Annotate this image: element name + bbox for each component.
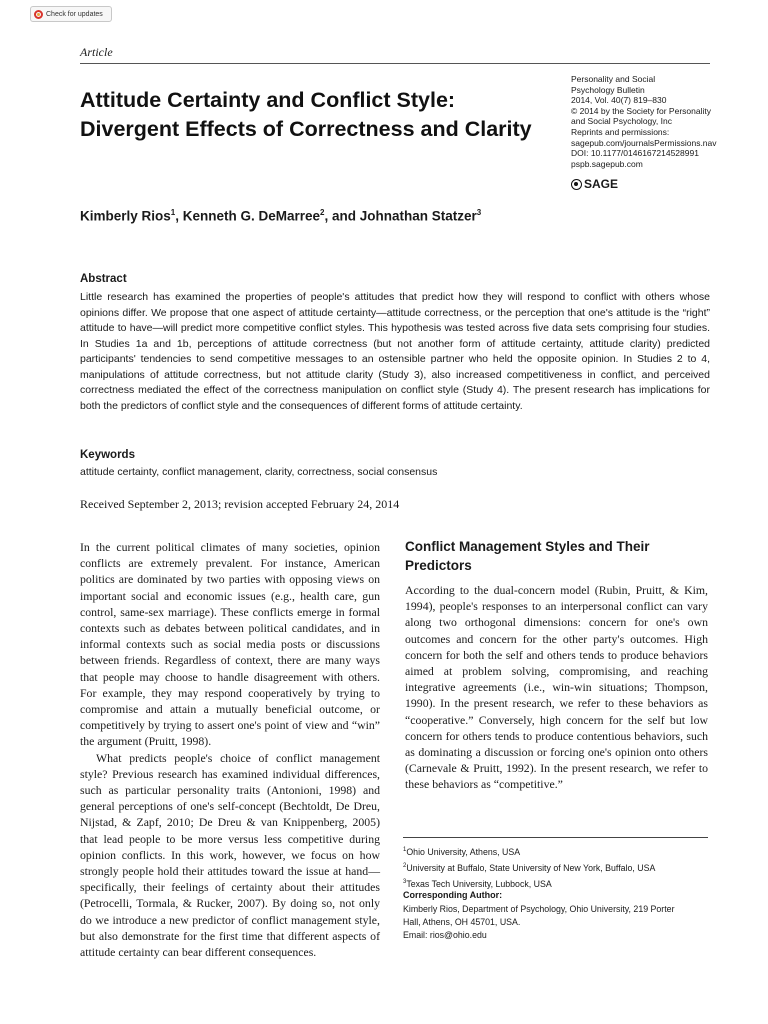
journal-info-line: and Social Psychology, Inc bbox=[571, 116, 672, 127]
publisher-name: SAGE bbox=[584, 177, 619, 191]
footnote-rule bbox=[403, 837, 708, 838]
abstract-heading: Abstract bbox=[80, 273, 127, 285]
author-separator: , bbox=[175, 208, 183, 224]
section-heading: Conflict Management Styles and Their Predictors bbox=[405, 539, 650, 573]
affiliation-text: Texas Tech University, Lubbock, USA bbox=[406, 878, 552, 889]
corresponding-author-heading: Corresponding Author: bbox=[403, 890, 503, 900]
affiliation-mark: 3 bbox=[403, 878, 407, 885]
body-paragraph: In the current political climates of many societies, opinion conflicts are extremely prevalent. For instance, American politics are dominated by two parties with opposing views on important social and economic issues (e.g., health care, gun control, same-sex marriage). These conflicts emerge in formal contexts such as debates between political candidates, and in informal contexts such as social media posts or discussions between friends. Regardless of context, there are many ways that people may choose to handle disagreement with others. For example, they may respond cooperatively by trying to compromise and attain a mutually beneficial outcome, or competitively by trying to assert one's point of view and “win” the argument (Pruitt, 1998). bbox=[80, 540, 380, 749]
affiliation-mark: 1 bbox=[403, 847, 407, 853]
doi-link[interactable]: DOI: 10.1177/0146167214528991 bbox=[571, 148, 699, 159]
author-name: Kenneth G. DeMarree bbox=[182, 208, 321, 224]
corresponding-author-details bbox=[403, 903, 708, 942]
affiliation-line bbox=[403, 875, 708, 891]
journal-info-line: Personality and Social bbox=[571, 74, 656, 84]
author-list bbox=[80, 208, 481, 224]
author-affiliation-mark: 2 bbox=[320, 208, 325, 217]
crossmark-icon bbox=[34, 10, 43, 19]
paper-title: Attitude Certainty and Conflict Style: Divergent Effects of Correctness and Clarity bbox=[80, 88, 532, 141]
author-separator: , and bbox=[324, 208, 360, 224]
body-paragraph: What predicts people's choice of conflict management style? Previous research has examined individual differences, such as particular personality traits (Antonioni, 1998) and general perceptions of one's self-concept (Bechtoldt, De Dreu, Nijstad, & Zapf, 2010; De Dreu & van Knippenberg, 2005) that lead people to be more versus less competitive during opinion conflicts. In this work, however, we focus on how strongly people hold their attitudes toward the issue at hand—specifically, their feelings of certainty about their attitudes (Petrocelli, Tormala, & Rucker, 2007). By doing so, not only do we introduce a new predictor of conflict management style, but also demonstrate for the first time that different aspects of attitude certainty can bear different consequences. bbox=[80, 750, 380, 960]
affiliation-line bbox=[403, 843, 708, 859]
author-affiliation-mark: 1 bbox=[170, 208, 176, 217]
keywords-heading: Keywords bbox=[80, 449, 135, 461]
corresponding-author-line: Hall, Athens, OH 45701, USA. bbox=[403, 917, 521, 927]
keywords-text: attitude certainty, conflict management, clarity, correctness, social consensus bbox=[80, 466, 438, 478]
journal-info bbox=[571, 74, 736, 169]
corresponding-author-email[interactable]: Email: rios@ohio.edu bbox=[403, 930, 487, 940]
affiliation-text: Ohio University, Athens, USA bbox=[406, 846, 521, 857]
journal-info-line: Psychology Bulletin bbox=[571, 84, 645, 95]
body-paragraph: According to the dual-concern model (Rubin, Pruitt, & Kim, 1994), people's responses to an interpersonal conflict can vary along two orthogonal dimensions: concern for one's own outcomes and concern for the other party's outcomes. High concern for both the self and others tends to produce behaviors aimed at problem solving, compromising, and reaching integrative agreements (i.e., win-win situations; Thompson, 1990). In the present research, we refer to these behaviors as “cooperative.” Conversely, high concern for the self but low concern for others tends to produce contentious behaviors, such as dominating a discussion or forcing one's opinion onto others (Carnevale & Pruitt, 1992). In the present research, we refer to these behaviors as “competitive.” bbox=[405, 583, 708, 792]
check-for-updates-label: Check for updates bbox=[46, 10, 103, 18]
journal-info-line: 2014, Vol. 40(7) 819–830 bbox=[571, 95, 667, 106]
sage-logo-icon bbox=[571, 179, 582, 190]
affiliations bbox=[403, 843, 708, 891]
journal-info-line: © 2014 by the Society for Personality bbox=[571, 105, 711, 116]
affiliation-mark: 2 bbox=[403, 862, 407, 869]
permissions-link[interactable]: sagepub.com/journalsPermissions.nav bbox=[571, 137, 717, 148]
corresponding-author-line: Kimberly Rios, Department of Psychology, Ohio University, 219 Porter bbox=[403, 904, 675, 914]
journal-website-link[interactable]: pspb.sagepub.com bbox=[571, 158, 643, 169]
abstract-text: Little research has examined the properties of people's attitudes that predict how they will respond to conflict with others whose opinions differ. We propose that one aspect of attitude certainty—attitude correctness, or the perception that one's attitude is the “right” attitude to have—will predict more competitive conflict styles. This hypothesis was tested across five data sets comprising four studies. In Studies 1a and 1b, perceptions of attitude correctness (but not another form of attitude certainty, attitude clarity) predicted participants' tendencies to send competitive messages to an ostensible partner who held the opposite opinion. In Studies 2 to 4, manipulations of attitude correctness, but not attitude clarity (Study 3), also increased competitiveness in conflict, and perceived correctness mediated the effect of the correctness manipulation on conflict style (Study 4). The present research has implications for both the predictors of conflict style and the consequences of different forms of attitude certainty. bbox=[80, 291, 710, 412]
received-dates: Received September 2, 2013; revision accepted February 24, 2014 bbox=[80, 497, 400, 511]
header-rule bbox=[80, 63, 710, 64]
sage-logo bbox=[571, 177, 618, 191]
author-name: Johnathan Statzer bbox=[359, 208, 477, 224]
author-name: Kimberly Rios bbox=[80, 208, 171, 224]
affiliation-text: University at Buffalo, State University of New York, Buffalo, USA bbox=[406, 862, 656, 873]
affiliation-line bbox=[403, 859, 708, 875]
article-type-label: Article bbox=[80, 45, 113, 59]
journal-info-line: Reprints and permissions: bbox=[571, 126, 670, 137]
check-for-updates-button[interactable] bbox=[30, 6, 112, 22]
introduction-column bbox=[80, 539, 380, 960]
author-affiliation-mark: 3 bbox=[476, 208, 482, 217]
